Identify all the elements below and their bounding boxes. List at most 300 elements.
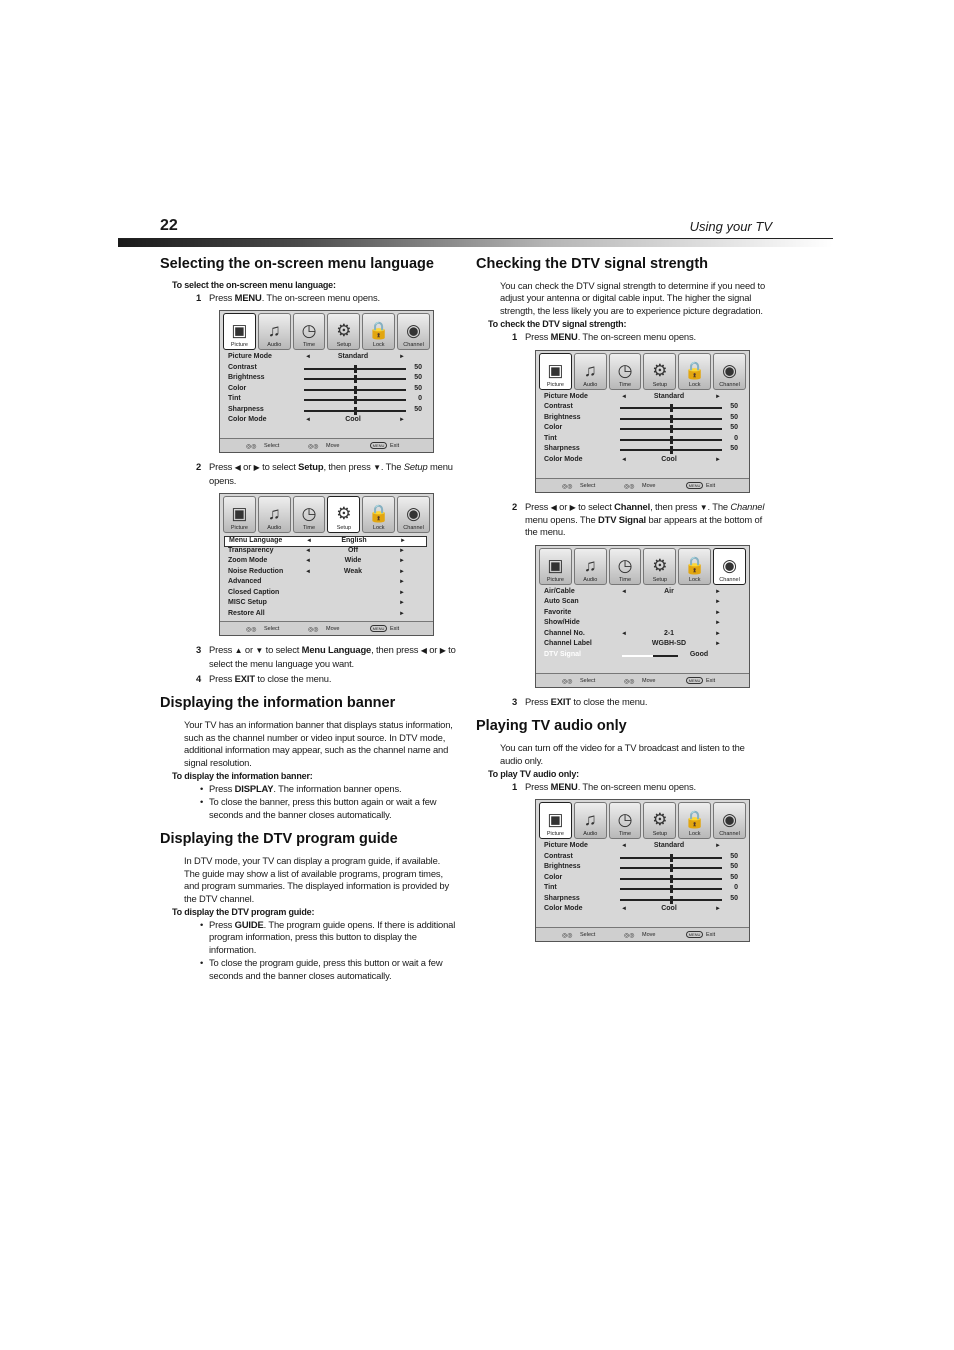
channel-menu-icon [713,548,746,585]
menu-row-value: 50 [414,405,422,413]
select-buttons-icon: ◎◎ [246,444,257,451]
menu-row-value: Cool [661,455,677,463]
menu-row-label: Picture Mode [544,392,588,400]
exit-hint: Exit [706,677,716,684]
menu-row-label: Transparency [228,546,274,554]
header-rule [118,238,833,239]
menu-row-label: Picture Mode [544,842,588,850]
lock-icon: 🔒 [368,504,390,524]
clock-icon: ◷ [301,504,317,524]
menu-row-label: Air/Cable [544,587,575,595]
select-buttons-icon: ◎◎ [562,933,573,940]
menu-row[interactable] [544,905,743,916]
picture-menu-icon [539,548,572,585]
move-buttons-icon: ◎◎ [624,933,635,940]
menu-row-value: Cool [661,905,677,913]
menu-row-value: English [341,537,367,545]
section-dtv-signal [476,256,768,708]
slider-knob[interactable] [670,446,673,454]
menu-row-label: DTV Signal [544,650,581,658]
osd-picture-menu [535,350,750,493]
clock-icon: ◷ [617,360,633,380]
slider-knob[interactable] [670,896,673,904]
menu-row-label: Color Mode [544,905,583,913]
menu-button-icon: MENU [370,625,387,632]
lock-icon: 🔒 [368,321,390,341]
move-hint: Move [326,443,340,450]
picture-menu-icon [539,802,572,839]
menu-row[interactable] [544,853,743,864]
headphones-icon: ♫ [583,810,597,830]
menu-row[interactable] [544,895,743,906]
menu-row[interactable] [544,435,743,446]
setup-menu-icon [643,548,676,585]
menu-row-label: Tint [544,884,557,892]
slider-knob[interactable] [670,885,673,893]
procedure-heading: To play TV audio only: [488,769,579,780]
right-arrow-icon: ► [399,547,405,554]
right-arrow-icon: ► [715,630,721,637]
headphones-icon: ♫ [267,321,281,341]
signal-strength-bar [622,655,678,657]
menu-row[interactable] [544,640,743,651]
step-1: 1 Press MENU. The on-screen menu opens. [512,781,696,793]
icon-label: Time [619,576,632,583]
menu-row-value: 50 [730,852,738,860]
step-4: 4 Press EXIT to close the menu. [196,673,332,685]
slider-knob[interactable] [354,407,357,415]
satellite-icon: ◉ [722,810,737,830]
menu-row[interactable] [544,588,743,599]
right-arrow-icon: ► [399,354,405,361]
icon-label: Channel [719,831,740,838]
left-arrow-icon: ◄ [621,843,627,850]
icon-label: Channel [403,525,424,532]
exit-hint: Exit [706,932,716,939]
menu-row-value: 50 [414,363,422,371]
menu-row-value: 2-1 [663,629,675,637]
menu-row[interactable] [544,651,743,662]
step-1: 1 Press MENU. The on-screen menu opens. [512,331,696,343]
menu-row-value: 0 [734,434,738,442]
right-arrow-icon: ► [715,620,721,627]
menu-row-label: Color [228,384,247,392]
menu-row[interactable] [544,445,743,456]
menu-row[interactable] [228,406,427,417]
down-arrow-icon: ▼ [255,646,264,656]
lock-icon: 🔒 [684,810,706,830]
slider-knob[interactable] [354,365,357,373]
menu-icon-strip [220,494,433,533]
paragraph: In DTV mode, your TV can display a program guide, if available. The guide may show a list of available programs, program times, and program summaries. The displayed information is provided by the DTV channel. [184,855,449,904]
menu-row-value: Standard [653,392,685,400]
menu-row[interactable] [544,393,743,404]
menu-row-label: Contrast [228,363,257,371]
menu-row-value: 50 [730,873,738,881]
icon-label: Lock [688,381,701,388]
menu-row-value: Off [347,546,359,554]
right-arrow-icon: ► [399,558,405,565]
setup-menu-icon [327,313,360,350]
right-arrow-icon: ► [399,589,405,596]
menu-row-label: Menu Language [229,537,283,545]
move-hint: Move [642,482,656,489]
lock-menu-icon [678,353,711,390]
bullet-item: • To close the banner, press this button again or wait a few seconds and the banner closes automatically. [209,796,458,821]
left-column [160,256,458,983]
menu-row[interactable] [544,598,743,609]
menu-row-value: Standard [653,842,685,850]
menu-footer [536,927,749,941]
audio-menu-icon [258,313,291,350]
menu-row[interactable] [228,395,427,406]
menu-footer [220,621,433,635]
menu-row-label: Auto Scan [544,598,579,606]
icon-label: Audio [583,381,598,388]
menu-row-value: 0 [418,395,422,403]
right-arrow-icon: ► [715,588,721,595]
step-3: 3 Press ▲ or ▼ to select Menu Language, then press ◀ or ▶ to select the menu language you want. [196,644,456,669]
slider-track[interactable] [304,368,406,370]
slider-knob[interactable] [670,875,673,883]
left-arrow-icon: ◄ [621,393,627,400]
step-2: 2 Press ◀ or ▶ to select Channel, then press ▼. The Channel menu opens. The DTV Signal bar appears at the bottom of the menu. [512,500,765,538]
slider-knob[interactable] [670,864,673,872]
menu-row[interactable] [544,609,743,620]
step-3: 3 Press EXIT to close the menu. [512,695,648,707]
picture-menu-icon [539,353,572,390]
menu-row[interactable] [228,416,427,427]
right-arrow-icon: ▶ [569,502,576,512]
osd-channel-menu [535,545,750,688]
left-arrow-icon: ◀ [420,646,427,656]
icon-label: Audio [583,831,598,838]
time-menu-icon [293,496,326,533]
lock-menu-icon [678,548,711,585]
menu-icon-strip [220,311,433,350]
menu-row-label: Sharpness [544,894,580,902]
menu-body [536,390,749,474]
right-arrow-icon: ► [715,456,721,463]
right-arrow-icon: ▶ [253,463,260,473]
slider-track[interactable] [620,888,722,890]
down-arrow-icon: ▼ [699,502,708,512]
tv-icon: ▣ [547,360,564,380]
headphones-icon: ♫ [267,504,281,524]
menu-row[interactable] [224,536,427,547]
menu-row[interactable] [228,547,427,558]
menu-row[interactable] [228,364,427,375]
menu-row[interactable] [228,557,427,568]
select-hint: Select [264,626,280,633]
satellite-icon: ◉ [722,555,737,575]
tv-icon: ▣ [231,504,248,524]
exit-hint: Exit [706,482,716,489]
right-arrow-icon: ► [715,843,721,850]
menu-button-icon: MENU [370,442,387,449]
lock-menu-icon [362,496,395,533]
menu-row-label: Brightness [544,413,581,421]
channel-menu-icon [713,353,746,390]
slider-track[interactable] [620,418,722,420]
right-arrow-icon: ► [715,609,721,616]
slider-knob[interactable] [670,425,673,433]
signal-status: Good [689,650,709,658]
menu-row[interactable] [544,863,743,874]
headphones-icon: ♫ [583,360,597,380]
osd-picture-menu [535,799,750,942]
menu-row[interactable] [544,874,743,885]
move-buttons-icon: ◎◎ [624,678,635,685]
select-hint: Select [264,443,280,450]
menu-row[interactable] [544,424,743,435]
menu-row-value: Weak [343,567,363,575]
procedure-heading: To display the DTV program guide: [172,906,315,917]
right-arrow-icon: ► [399,610,405,617]
left-arrow-icon: ◄ [621,630,627,637]
menu-row-label: Brightness [228,374,265,382]
menu-body [220,350,433,434]
step-1: 1 Press MENU. The on-screen menu opens. [196,292,380,303]
menu-row-label: Zoom Mode [228,557,268,565]
slider-knob[interactable] [670,404,673,412]
select-buttons-icon: ◎◎ [562,678,573,685]
menu-row[interactable] [228,578,427,589]
menu-row[interactable] [228,610,427,621]
menu-row-label: Closed Caption [228,588,280,596]
bullet-item: • Press DISPLAY. The information banner opens. [209,783,458,795]
menu-icon-strip [536,800,749,839]
menu-icon-strip [536,351,749,390]
channel-menu-icon [397,496,430,533]
menu-row[interactable] [544,842,743,853]
icon-label: Picture [546,576,564,583]
lock-icon: 🔒 [684,360,706,380]
menu-row-label: Channel Label [544,640,592,648]
slider-track[interactable] [620,407,722,409]
menu-row-value: WGBH-SD [651,640,687,648]
paragraph: Your TV has an information banner that displays status information, such as the channel number or video input source. In DTV mode, additional information may appear, such as the channel name and signal resolution. [184,719,453,768]
select-hint: Select [580,932,596,939]
menu-row-label: Restore All [228,609,265,617]
icon-label: Channel [719,381,740,388]
menu-row-label: Noise Reduction [228,567,284,575]
audio-menu-icon [258,496,291,533]
icon-label: Setup [336,342,352,349]
picture-menu-icon [223,496,256,533]
slider-track[interactable] [620,449,722,451]
left-arrow-icon: ◄ [621,906,627,913]
left-arrow-icon: ◄ [305,417,311,424]
menu-row-label: Favorite [544,608,572,616]
right-column [476,256,768,950]
menu-row[interactable] [228,374,427,385]
slider-track[interactable] [620,439,722,441]
slider-knob[interactable] [354,386,357,394]
select-buttons-icon: ◎◎ [562,483,573,490]
menu-button-icon: MENU [686,931,703,938]
icon-label: Lock [372,342,385,349]
exit-hint: Exit [390,443,400,450]
audio-menu-icon [574,548,607,585]
menu-row[interactable] [544,403,743,414]
menu-row-label: Color [544,873,563,881]
menu-row[interactable] [228,385,427,396]
menu-row-label: Advanced [228,578,262,586]
menu-row[interactable] [544,456,743,467]
menu-row[interactable] [228,589,427,600]
icon-label: Setup [336,525,352,532]
channel-menu-icon [397,313,430,350]
move-buttons-icon: ◎◎ [624,483,635,490]
paragraph: You can check the DTV signal strength to determine if you need to adjust your antenna or digital cable input. The higher the signal strength, the less likely you are to experience picture degradation. [500,280,766,316]
menu-row[interactable] [544,630,743,641]
left-arrow-icon: ◄ [305,547,311,554]
section-menu-language [160,256,458,685]
section-title: Selecting the on-screen menu language [160,256,434,272]
menu-row-value: 50 [730,894,738,902]
lock-menu-icon [362,313,395,350]
left-arrow-icon: ◄ [305,568,311,575]
right-arrow-icon: ► [399,579,405,586]
time-menu-icon [609,802,642,839]
bullet-item: • Press GUIDE. The program guide opens. If there is additional program information, press this button to display the information. [209,919,458,956]
menu-row-label: Color Mode [228,416,267,424]
icon-label: Picture [230,525,248,532]
menu-row-value: Standard [337,353,369,361]
icon-label: Setup [652,831,668,838]
icon-label: Picture [230,342,248,349]
menu-row-label: Contrast [544,403,573,411]
menu-row[interactable] [228,599,427,610]
menu-footer [536,478,749,492]
osd-picture-menu [219,310,434,453]
icon-label: Audio [583,576,598,583]
right-arrow-icon: ► [715,599,721,606]
menu-row[interactable] [544,619,743,630]
lock-icon: 🔒 [684,555,706,575]
header-gradient-bar [118,238,833,247]
menu-body [220,533,433,617]
wrench-icon: ⚙ [336,321,352,341]
menu-row[interactable] [228,353,427,364]
menu-row[interactable] [228,568,427,579]
procedure-heading: To check the DTV signal strength: [488,319,627,330]
bullet-item: • To close the program guide, press this button or wait a few seconds and the banner closes automatically. [209,957,458,982]
icon-label: Lock [688,831,701,838]
paragraph: You can turn off the video for a TV broadcast and listen to the audio only. [500,742,745,766]
menu-row[interactable] [544,414,743,425]
procedure-heading: To select the on-screen menu language: [172,280,336,290]
osd-setup-menu [219,493,434,636]
section-information-banner [160,695,458,821]
left-arrow-icon: ◀ [550,502,557,512]
left-arrow-icon: ◄ [305,354,311,361]
menu-row-label: Picture Mode [228,353,272,361]
slider-knob[interactable] [354,396,357,404]
move-hint: Move [642,677,656,684]
procedure-heading: To display the information banner: [172,771,313,782]
select-buttons-icon: ◎◎ [246,627,257,634]
satellite-icon: ◉ [406,504,421,524]
section-title: Playing TV audio only [476,718,627,735]
slider-track[interactable] [304,399,406,401]
menu-row-label: Brightness [544,863,581,871]
wrench-icon: ⚙ [652,360,668,380]
move-hint: Move [642,932,656,939]
left-arrow-icon: ◄ [306,538,312,545]
slider-track[interactable] [620,428,722,430]
slider-track[interactable] [304,410,406,412]
right-arrow-icon: ► [715,393,721,400]
icon-label: Time [619,831,632,838]
left-arrow-icon: ◀ [234,463,241,473]
exit-hint: Exit [390,626,400,633]
menu-footer [220,438,433,452]
menu-row-value: 50 [730,863,738,871]
menu-row-label: Show/Hide [544,619,580,627]
wrench-icon: ⚙ [652,810,668,830]
slider-track[interactable] [620,878,722,880]
time-menu-icon [609,353,642,390]
clock-icon: ◷ [301,321,317,341]
icon-label: Picture [546,831,564,838]
menu-row-value: Wide [344,557,362,565]
icon-label: Audio [267,342,282,349]
audio-menu-icon [574,802,607,839]
time-menu-icon [293,313,326,350]
slider-track[interactable] [620,867,722,869]
headphones-icon: ♫ [583,555,597,575]
select-hint: Select [580,677,596,684]
lock-menu-icon [678,802,711,839]
slider-knob[interactable] [670,436,673,444]
clock-icon: ◷ [617,555,633,575]
icon-label: Audio [267,525,282,532]
slider-track[interactable] [304,378,406,380]
clock-icon: ◷ [617,810,633,830]
left-arrow-icon: ◄ [621,456,627,463]
right-arrow-icon: ▶ [439,646,446,656]
slider-knob[interactable] [670,415,673,423]
menu-row-label: Sharpness [544,445,580,453]
setup-menu-icon [643,353,676,390]
slider-knob[interactable] [354,375,357,383]
menu-row-label: Tint [544,434,557,442]
right-arrow-icon: ► [715,906,721,913]
left-arrow-icon: ◄ [621,588,627,595]
setup-menu-icon [643,802,676,839]
move-buttons-icon: ◎◎ [308,444,319,451]
section-audio-only [476,718,768,942]
down-arrow-icon: ▼ [373,463,381,473]
channel-menu-icon [713,802,746,839]
section-title: Displaying the DTV program guide [160,831,398,848]
tv-icon: ▣ [547,555,564,575]
wrench-icon: ⚙ [336,504,352,524]
right-arrow-icon: ► [399,417,405,424]
menu-row[interactable] [544,884,743,895]
icon-label: Channel [403,342,424,349]
slider-knob[interactable] [670,854,673,862]
slider-track[interactable] [620,899,722,901]
slider-track[interactable] [620,857,722,859]
right-arrow-icon: ► [399,600,405,607]
slider-track[interactable] [304,389,406,391]
menu-row-value: 50 [414,384,422,392]
menu-row-value: 50 [414,374,422,382]
menu-button-icon: MENU [686,677,703,684]
